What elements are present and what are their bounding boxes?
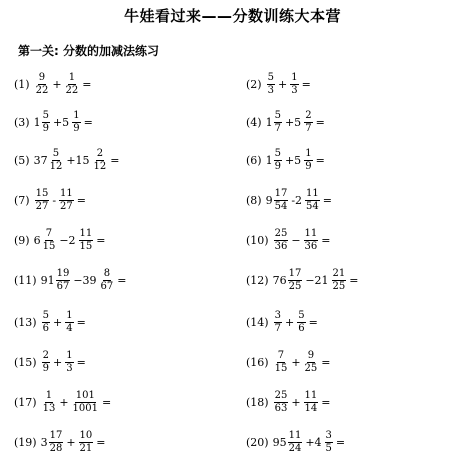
numerator: 8: [103, 267, 111, 279]
fraction: [65, 350, 73, 375]
math-problem: [246, 107, 327, 137]
numerator: 11: [79, 227, 93, 239]
fraction: [288, 430, 303, 455]
page-title: 牛娃看过来——分数训练大本营: [123, 7, 341, 25]
numerator: 3: [274, 309, 281, 321]
equals-sign: =: [83, 115, 93, 129]
denominator: 12: [93, 160, 107, 172]
operator: +4: [305, 435, 322, 449]
equals-sign: =: [315, 115, 325, 129]
numerator: 2: [42, 349, 49, 361]
denominator: 3: [267, 84, 274, 96]
denominator: 9: [42, 362, 49, 374]
fraction: [304, 110, 312, 135]
fraction: [42, 350, 50, 375]
problem-number: (16): [246, 355, 269, 369]
denominator: 27: [35, 200, 49, 212]
operator: +: [52, 77, 62, 91]
whole-number: 1: [265, 115, 273, 129]
whole-number: 1: [265, 153, 273, 167]
operator: +: [284, 315, 295, 329]
math-problem: [14, 307, 88, 337]
problem-number: (6): [246, 153, 262, 167]
denominator: 25: [332, 280, 346, 292]
math-problem: [246, 69, 313, 99]
numerator: 17: [288, 267, 302, 279]
denominator: 3: [291, 84, 298, 96]
denominator: 36: [304, 240, 318, 252]
section-heading: 第一关: 分数的加减法练习: [18, 44, 159, 58]
numerator: 17: [274, 187, 288, 199]
denominator: 4: [66, 322, 73, 334]
denominator: 3: [66, 362, 73, 374]
fraction: [274, 350, 289, 375]
operator: -2: [291, 193, 303, 207]
operator: +: [277, 77, 288, 91]
whole-number: 6: [33, 233, 41, 247]
problem-number: (2): [246, 77, 262, 91]
operator: −21: [305, 273, 329, 287]
fraction: [304, 228, 319, 253]
problem-number: (9): [14, 233, 30, 247]
problem-number: (12): [246, 273, 269, 287]
fraction: [65, 72, 80, 97]
equals-sign: =: [321, 395, 331, 409]
denominator: 15: [274, 362, 288, 374]
fraction: [72, 110, 80, 135]
numerator: 1: [68, 71, 76, 83]
fraction: [42, 228, 57, 253]
denominator: 9: [305, 160, 312, 172]
denominator: 9: [274, 160, 281, 172]
numerator: 5: [42, 309, 49, 321]
fraction: [274, 228, 289, 253]
math-problem: [14, 427, 108, 457]
fraction: [304, 148, 312, 173]
problem-number: (8): [246, 193, 262, 207]
operator: +: [59, 395, 69, 409]
math-problem: [14, 145, 122, 175]
problem-number: (4): [246, 115, 262, 129]
denominator: 22: [65, 84, 79, 96]
numerator: 15: [35, 187, 49, 199]
denominator: 7: [305, 122, 312, 134]
equals-sign: =: [102, 395, 112, 409]
fraction: [325, 430, 333, 455]
operator: +: [291, 395, 301, 409]
problem-number: (5): [14, 153, 30, 167]
math-problem: [14, 265, 129, 295]
denominator: 63: [274, 402, 288, 414]
problem-number: (14): [246, 315, 269, 329]
denominator: 24: [288, 442, 302, 454]
fraction: [35, 188, 50, 213]
fraction: [290, 72, 298, 97]
denominator: 1001: [72, 402, 98, 414]
numerator: 5: [274, 147, 281, 159]
fraction: [274, 310, 282, 335]
numerator: 2: [96, 147, 104, 159]
equals-sign: =: [96, 233, 106, 247]
denominator: 14: [304, 402, 318, 414]
numerator: 25: [274, 227, 288, 239]
numerator: 11: [288, 429, 302, 441]
math-problem: [14, 107, 95, 137]
numerator: 21: [332, 267, 346, 279]
equals-sign: =: [321, 233, 331, 247]
operator: +15: [66, 153, 90, 167]
denominator: 67: [56, 280, 70, 292]
equals-sign: =: [96, 435, 106, 449]
operator: +5: [52, 115, 70, 129]
fraction: [59, 188, 74, 213]
denominator: 27: [60, 200, 73, 212]
denominator: 7: [274, 322, 281, 334]
denominator: 21: [79, 442, 93, 454]
denominator: 7: [274, 122, 281, 134]
numerator: 9: [38, 71, 46, 83]
whole-number: 3: [40, 435, 48, 449]
denominator: 54: [306, 200, 319, 212]
numerator: 3: [325, 429, 332, 441]
equals-sign: =: [76, 315, 86, 329]
operator: +5: [284, 153, 302, 167]
fraction: [42, 110, 50, 135]
equals-sign: =: [349, 273, 359, 287]
numerator: 5: [298, 309, 305, 321]
math-problem: [14, 225, 108, 255]
fraction: [274, 148, 282, 173]
whole-number: 1: [33, 115, 41, 129]
denominator: 25: [304, 362, 318, 374]
whole-number: 95: [272, 435, 287, 449]
fraction: [304, 390, 319, 415]
fraction: [267, 72, 275, 97]
math-problem: [246, 225, 333, 255]
fraction: [93, 148, 108, 173]
math-problem: [246, 387, 333, 417]
numerator: 7: [277, 349, 285, 361]
math-problem: [246, 185, 334, 215]
operator: +: [291, 355, 301, 369]
equals-sign: =: [82, 77, 92, 91]
numerator: 17: [49, 429, 63, 441]
equals-sign: =: [301, 77, 311, 91]
fraction: [79, 228, 94, 253]
denominator: 6: [42, 322, 49, 334]
math-problem: [14, 387, 113, 417]
numerator: 25: [274, 389, 288, 401]
fraction: [49, 148, 64, 173]
equals-sign: =: [76, 193, 86, 207]
numerator: 5: [274, 109, 281, 121]
operator: −39: [73, 273, 97, 287]
problem-number: (20): [246, 435, 269, 449]
fraction: [56, 268, 71, 293]
fraction: [79, 430, 94, 455]
fraction: [288, 268, 303, 293]
numerator: 19: [56, 267, 70, 279]
numerator: 5: [52, 147, 60, 159]
denominator: 9: [73, 122, 80, 134]
problem-number: (19): [14, 435, 37, 449]
fraction: [65, 310, 73, 335]
math-problem: [246, 145, 327, 175]
numerator: 1: [73, 109, 80, 121]
numerator: 5: [42, 109, 49, 121]
math-problem: [246, 307, 320, 337]
denominator: 5: [325, 442, 332, 454]
equals-sign: =: [335, 435, 346, 449]
numerator: 1: [66, 309, 73, 321]
problem-number: (17): [14, 395, 37, 409]
problem-number: (1): [14, 77, 30, 91]
denominator: 67: [100, 280, 114, 292]
problem-number: (3): [14, 115, 30, 129]
denominator: 15: [42, 240, 56, 252]
problem-number: (13): [14, 315, 37, 329]
fraction: [42, 390, 57, 415]
equals-sign: =: [315, 153, 325, 167]
denominator: 28: [49, 442, 63, 454]
operator: −2: [59, 233, 76, 247]
denominator: 22: [35, 84, 49, 96]
fraction: [304, 350, 319, 375]
whole-number: 76: [272, 273, 287, 287]
denominator: 36: [274, 240, 288, 252]
equals-sign: =: [322, 193, 332, 207]
operator: +: [52, 355, 63, 369]
denominator: 13: [42, 402, 56, 414]
whole-number: 9: [265, 193, 273, 207]
math-problem: [246, 265, 361, 295]
math-problem: [246, 347, 333, 377]
problem-number: (7): [14, 193, 30, 207]
problem-number: (11): [14, 273, 37, 287]
denominator: 54: [274, 200, 288, 212]
whole-number: 37: [33, 153, 48, 167]
denominator: 15: [79, 240, 93, 252]
equals-sign: =: [308, 315, 318, 329]
operator: +5: [284, 115, 302, 129]
equals-sign: =: [110, 153, 120, 167]
numerator: 10: [79, 429, 93, 441]
numerator: 5: [267, 71, 274, 83]
equals-sign: =: [321, 355, 331, 369]
fraction: [297, 310, 305, 335]
operator: −: [291, 233, 301, 247]
fraction: [332, 268, 347, 293]
numerator: 1: [45, 389, 53, 401]
numerator: 1: [66, 349, 73, 361]
math-problem: [14, 185, 88, 215]
math-problem: [14, 69, 94, 99]
numerator: 1: [305, 147, 312, 159]
numerator: 9: [307, 349, 315, 361]
denominator: 12: [49, 160, 63, 172]
numerator: 11: [304, 227, 318, 239]
denominator: 6: [298, 322, 305, 334]
fraction: [35, 72, 50, 97]
math-problem: [14, 347, 88, 377]
fraction: [100, 268, 115, 293]
numerator: 11: [306, 187, 319, 199]
math-problem: [246, 427, 347, 457]
fraction: [42, 310, 50, 335]
problem-number: (18): [246, 395, 269, 409]
denominator: 9: [42, 122, 49, 134]
numerator: 101: [75, 389, 95, 401]
numerator: 1: [291, 71, 298, 83]
fraction: [274, 110, 282, 135]
numerator: 11: [60, 187, 73, 199]
whole-number: 91: [40, 273, 55, 287]
operator: +: [66, 435, 76, 449]
fraction: [274, 390, 289, 415]
operator: +: [52, 315, 63, 329]
problem-number: (10): [246, 233, 269, 247]
fraction: [49, 430, 64, 455]
equals-sign: =: [76, 355, 86, 369]
denominator: 25: [288, 280, 302, 292]
equals-sign: =: [117, 273, 127, 287]
fraction: [274, 188, 289, 213]
numerator: 11: [304, 389, 318, 401]
operator: -: [52, 193, 57, 207]
numerator: 7: [45, 227, 53, 239]
fraction: [72, 390, 99, 415]
fraction: [305, 188, 320, 213]
numerator: 2: [305, 109, 312, 121]
problem-number: (15): [14, 355, 37, 369]
